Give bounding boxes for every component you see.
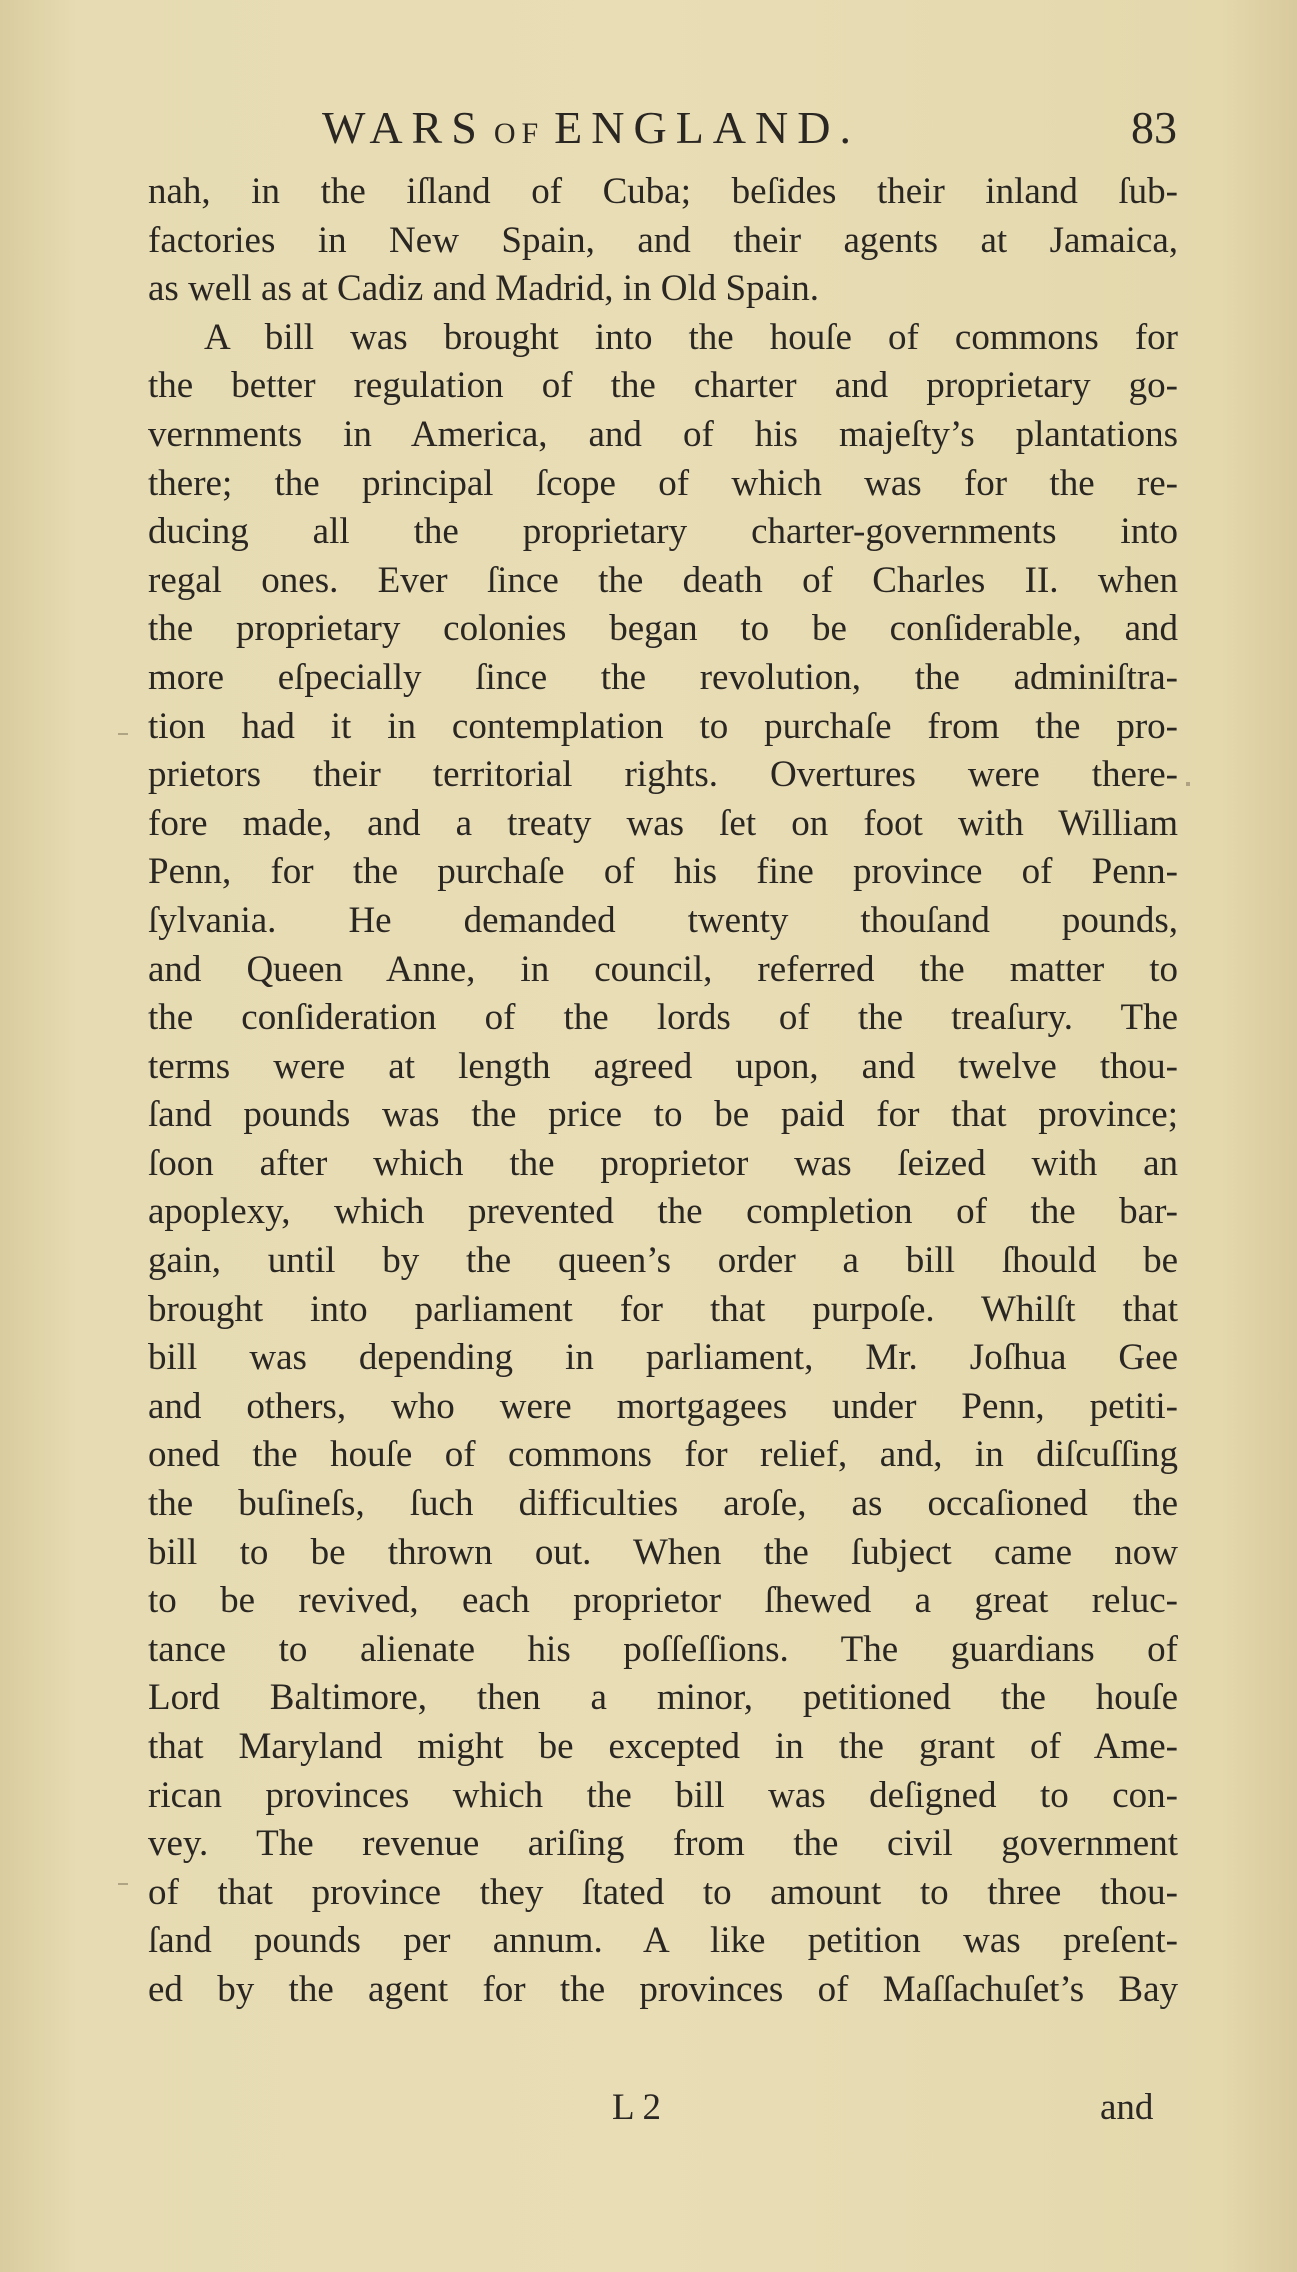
catchword: and (1100, 2087, 1154, 2128)
page-number: 83 (1131, 102, 1177, 153)
running-head-title-main: WARS (322, 102, 486, 153)
text-line: A bill was brought into the houſe of commons for (204, 316, 1178, 358)
signature-mark: L 2 (612, 2087, 661, 2128)
text-line: oned the houſe of commons for relief, and, in diſcuſſing (148, 1434, 1178, 1476)
text-line: the better regulation of the charter and proprietary go- (148, 365, 1178, 407)
text-line: ſand pounds per annum. A like petition was preſent- (148, 1920, 1178, 1962)
text-line: apoplexy, which prevented the completion of the bar- (148, 1191, 1178, 1233)
text-line: the proprietary colonies began to be conſiderable, and (148, 608, 1178, 650)
body-text (148, 168, 1178, 2015)
text-line: Lord Baltimore, then a minor, petitioned the houſe (148, 1677, 1178, 1719)
text-line: factories in New Spain, and their agents at Jamaica, (148, 219, 1178, 261)
margin-hyphen-mark (118, 1883, 128, 1885)
running-head-title-of: OF (493, 117, 545, 150)
text-line: regal ones. Ever ſince the death of Charles II. when (148, 559, 1178, 601)
text-line: and others, who were mortgagees under Penn, petiti- (148, 1385, 1178, 1427)
text-line: more eſpecially ſince the revolution, the adminiſtra- (148, 656, 1178, 698)
text-line: the conſideration of the lords of the treaſury. The (148, 997, 1178, 1039)
text-line: nah, in the iſland of Cuba; beſides their inland ſub- (148, 171, 1178, 212)
text-line: rican provinces which the bill was deſigned to con- (148, 1774, 1178, 1816)
running-head (0, 98, 1297, 158)
text-line: vey. The revenue ariſing from the civil government (148, 1823, 1178, 1865)
text-line: vernments in America, and of his majeſty’s plantations (148, 413, 1178, 455)
text-line: ed by the agent for the provinces of Maſſachuſet’s Bay (148, 1968, 1178, 2010)
text-line: of that province they ſtated to amount to three thou- (148, 1871, 1178, 1913)
text-line: ducing all the proprietary charter-governments into (148, 511, 1178, 553)
text-line: ſand pounds was the price to be paid for that province; (148, 1094, 1178, 1136)
text-line: bill to be thrown out. When the ſubject came now (148, 1531, 1178, 1573)
text-line: gain, until by the queen’s order a bill ſhould be (148, 1240, 1178, 1282)
text-line: ſylvania. He demanded twenty thouſand pounds, (148, 899, 1178, 941)
text-line: tance to alienate his poſſeſſions. The guardians of (148, 1628, 1178, 1670)
text-line: bill was depending in parliament, Mr. Joſhua Gee (148, 1337, 1178, 1379)
margin-hyphen-mark (1186, 782, 1190, 786)
text-line: and Queen Anne, in council, referred the matter to (148, 948, 1178, 990)
text-line: the buſineſs, ſuch difficulties aroſe, as occaſioned the (148, 1483, 1178, 1525)
margin-hyphen-mark (118, 733, 128, 735)
text-line: to be revived, each proprietor ſhewed a great reluc- (148, 1580, 1178, 1622)
text-line: brought into parliament for that purpoſe. Whilſt that (148, 1288, 1178, 1330)
running-head-title-country: ENGLAND. (554, 102, 860, 153)
page-footer (0, 2080, 1297, 2136)
text-line: as well as at Cadiz and Madrid, in Old Spain. (148, 268, 820, 310)
text-line: ſoon after which the proprietor was ſeized with an (148, 1142, 1178, 1184)
running-head-title (322, 98, 860, 164)
text-line: prietors their territorial rights. Overtures were there- (148, 754, 1178, 796)
text-line: terms were at length agreed upon, and twelve thou- (148, 1045, 1178, 1087)
text-line: that Maryland might be excepted in the grant of Ame- (148, 1726, 1178, 1767)
text-line: Penn, for the purchaſe of his fine province of Penn- (148, 851, 1178, 893)
text-line: tion had it in contemplation to purchaſe from the pro- (148, 705, 1178, 747)
text-line: fore made, and a treaty was ſet on foot with William (148, 802, 1178, 844)
text-line: there; the principal ſcope of which was for the re- (148, 462, 1178, 504)
